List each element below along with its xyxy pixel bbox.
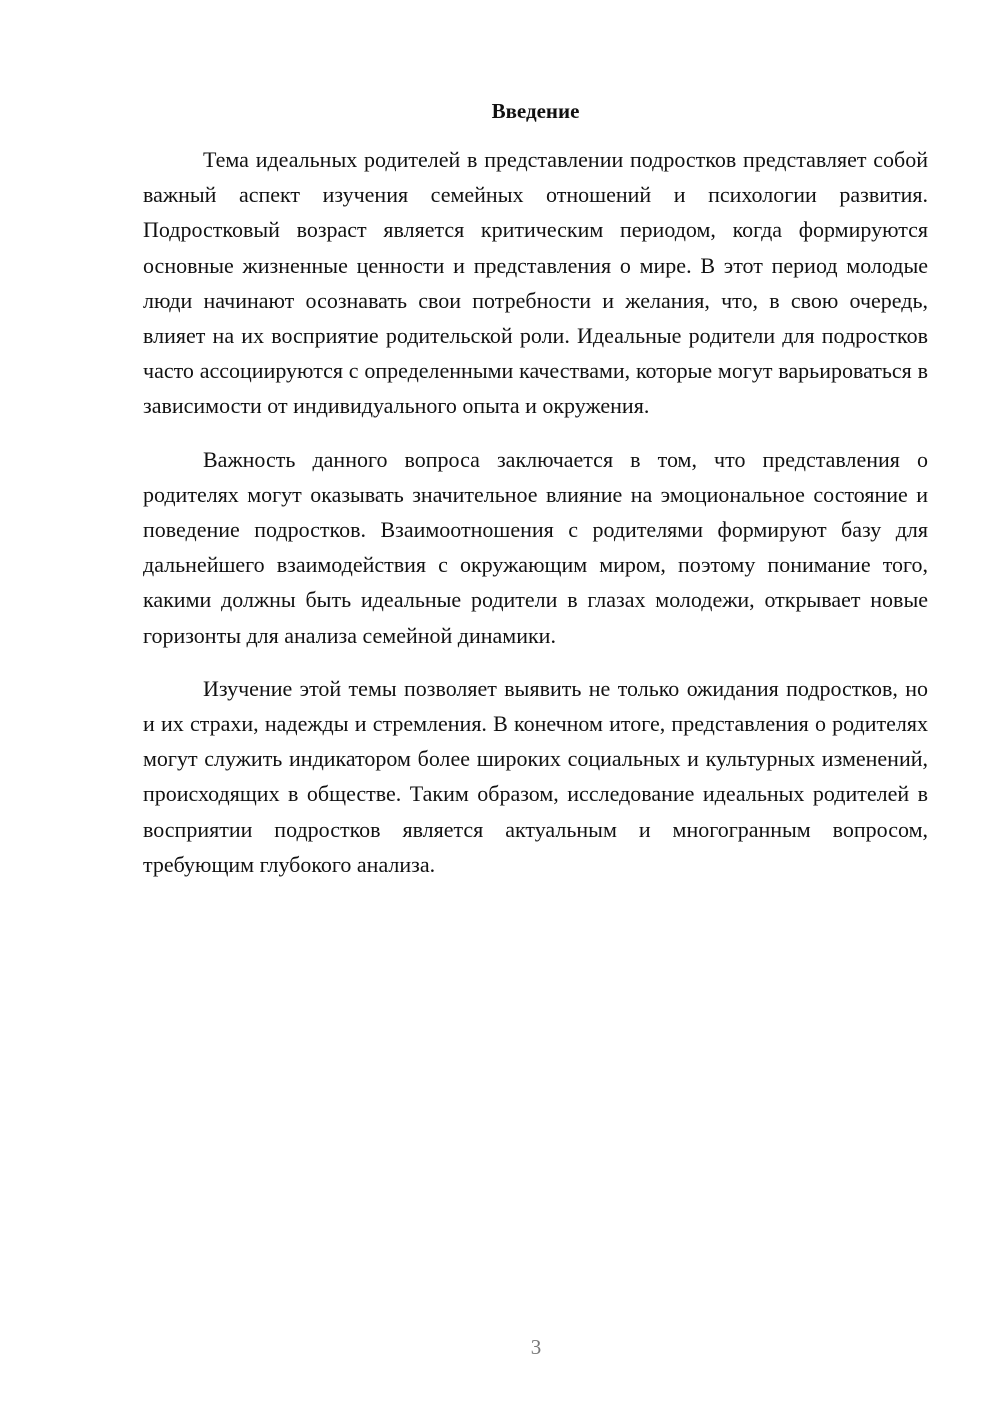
paragraph-2: Важность данного вопроса заключается в том, что представления о родителях могут оказывать значительное влияние на эмоциональное состояние и поведение подростков. Взаимоотношения с родителями формируют базу для дальнейшего взаимодействия с окружающим миром, поэтому понимание того, какими должны быть идеальные родители в глазах молодежи, открывает новые горизонты для анализа семейной динамики.	[143, 446, 928, 648]
section-heading: Введение	[491, 99, 580, 123]
paragraph-3: Изучение этой темы позволяет выявить не только ожидания подростков, но и их страхи, надежды и стремления. В конечном итоге, представления о родителях могут служить индикатором более широких социальных и культурных изменений, происходящих в обществе. Таким образом, исследование идеальных родителей в восприятии подростков является актуальным и многогранным вопросом, требующим глубокого анализа.	[143, 675, 928, 877]
page-number: 3	[530, 1335, 542, 1359]
body-text	[143, 142, 928, 900]
paragraph-1: Тема идеальных родителей в представлении подростков представляет собой важный аспект изучения семейных отношений и психологии развития. Подростковый возраст является критическим периодом, когда формируются основные жизненные ценности и представления о мире. В этот период молодые люди начинают осознавать свои потребности и желания, что, в свою очередь, влияет на их восприятие родительской роли. Идеальные родители для подростков часто ассоциируются с определенными качествами, которые могут варьироваться в зависимости от индивидуального опыта и окружения.	[143, 147, 928, 419]
